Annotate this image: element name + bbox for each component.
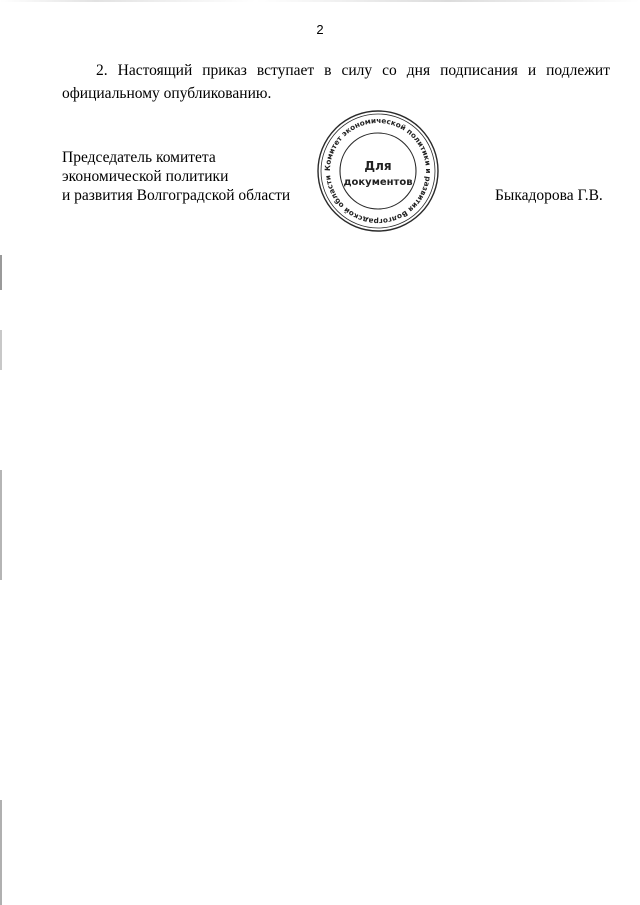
page-number: 2	[316, 22, 324, 37]
scan-left-edge-mark	[0, 255, 2, 290]
scan-left-edge-mark	[0, 330, 2, 370]
stamp-center-line: документов	[343, 177, 413, 188]
scan-top-edge	[0, 0, 640, 2]
scan-left-edge-mark	[0, 800, 2, 905]
signatory-title-line: экономической политики	[62, 168, 229, 185]
signatory-title-line: Председатель комитета	[62, 149, 216, 166]
signatory-title-line: и развития Волгоградской области	[62, 187, 291, 204]
stamp-center-line: Для	[364, 159, 392, 173]
official-stamp	[315, 108, 441, 234]
scan-left-edge-mark	[0, 470, 2, 580]
stamp-ring-text: Комитет экономической политики и развития Волгоградской области	[322, 115, 434, 227]
signatory-name: Быкадорова Г.В.	[495, 187, 603, 204]
signatory-title	[62, 148, 302, 205]
order-paragraph: 2. Настоящий приказ вступает в силу со дня подписания и подлежит официальному опубликованию.	[62, 62, 610, 102]
